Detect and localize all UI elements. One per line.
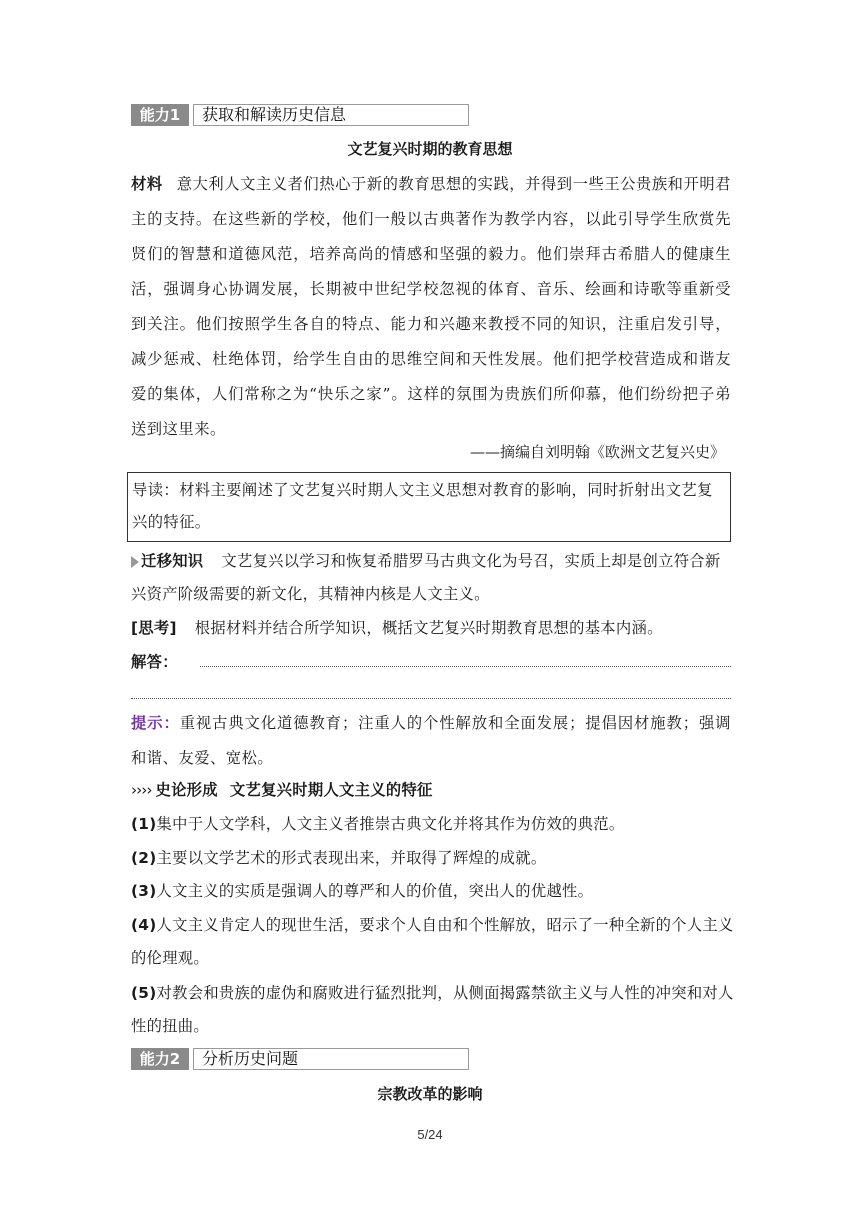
material-source: ——摘编自刘明翰《欧洲文艺复兴史》 [469,443,725,461]
theory-heading [131,774,736,807]
point-text: 人文主义的实质是强调人的尊严和人的价值，突出人的优越性。 [156,882,594,900]
point-number: (2) [131,849,157,867]
ability-1-tag: 能力1 [131,104,189,126]
think-question [131,612,736,645]
ability-2-name: 分析历史问题 [193,1048,469,1070]
theory-title: 文艺复兴时期人文主义的特征 [229,781,433,799]
point-text: 对教会和贵族的虚伪和腐败进行猛烈批判，从侧面揭露禁欲主义与人性的冲突和对人性的扭曲。 [131,984,734,1035]
chevrons-icon: ›››› [131,781,152,799]
material-label: 材料 [131,175,163,193]
answer-label: 解答： [131,653,178,671]
point-2 [131,842,736,875]
transfer-text: 文艺复兴以学习和恢复希腊罗马古典文化为号召，实质上却是创立符合新兴资产阶级需要的新文化，其精神内核是人文主义。 [131,552,721,603]
transfer-knowledge [131,545,736,611]
point-number: (1) [131,815,157,833]
hint-paragraph [131,706,731,776]
guide-box [127,472,731,542]
material-text: 意大利人文主义者们热心于新的教育思想的实践，并得到一些王公贵族和开明君主的支持。在这些新的学校，他们一般以古典著作为教学内容，以此引导学生欣赏先贤们的智慧和道德风范，培养高尚的情感和坚强的毅力。他们崇拜古希腊人的健康生活，强调身心协调发展，长期被中世纪学校忽视的体育、音乐、绘画和诗歌等重新受到关注。他们按照学生各自的特点、能力和兴趣来教授不同的知识，注重启发引导，减少惩戒、杜绝体罚，给学生自由的思维空间和天性发展。他们把学校营造成和谐友爱的集体，人们常称之为“快乐之家”。这样的氛围为贵族们所仰慕，他们纷纷把子弟送到这里来。 [131,175,731,438]
ability-1-name: 获取和解读历史信息 [193,104,469,126]
guide-text: 导读：材料主要阐述了文艺复兴时期人文主义思想对教育的影响，同时折射出文艺复兴的特征。 [132,481,713,531]
point-1 [131,808,736,841]
point-number: (4) [131,916,157,934]
triangle-marker-icon [131,556,139,568]
section-title-1: 文艺复兴时期的教育思想 [347,140,513,158]
page-number: 5/24 [417,1127,443,1142]
point-4 [131,909,736,975]
hint-text: 重视古典文化道德教育；注重人的个性解放和全面发展；提倡因材施教；强调和谐、友爱、宽松。 [131,714,731,767]
think-label: [思考] [131,619,177,637]
answer-line-2[interactable] [131,698,731,699]
point-5 [131,977,736,1043]
answer-line-1[interactable] [200,666,731,667]
point-number: (5) [131,984,157,1002]
material-paragraph [131,167,731,447]
theory-label: 史论形成 [155,781,218,799]
transfer-label: 迁移知识 [141,552,204,570]
section-title-2: 宗教改革的影响 [377,1085,483,1103]
hint-label: 提示： [131,714,180,732]
point-text: 集中于人文学科，人文主义者推崇古典文化并将其作为仿效的典范。 [156,815,625,833]
point-text: 主要以文学艺术的形式表现出来，并取得了辉煌的成就。 [156,849,547,867]
think-text: 根据材料并结合所学知识，概括文艺复兴时期教育思想的基本内涵。 [194,619,663,637]
point-number: (3) [131,882,157,900]
point-3 [131,875,736,908]
point-text: 人文主义肯定人的现世生活，要求个人自由和个性解放，昭示了一种全新的个人主义的伦理观。 [131,916,734,967]
ability-2-tag: 能力2 [131,1048,189,1070]
